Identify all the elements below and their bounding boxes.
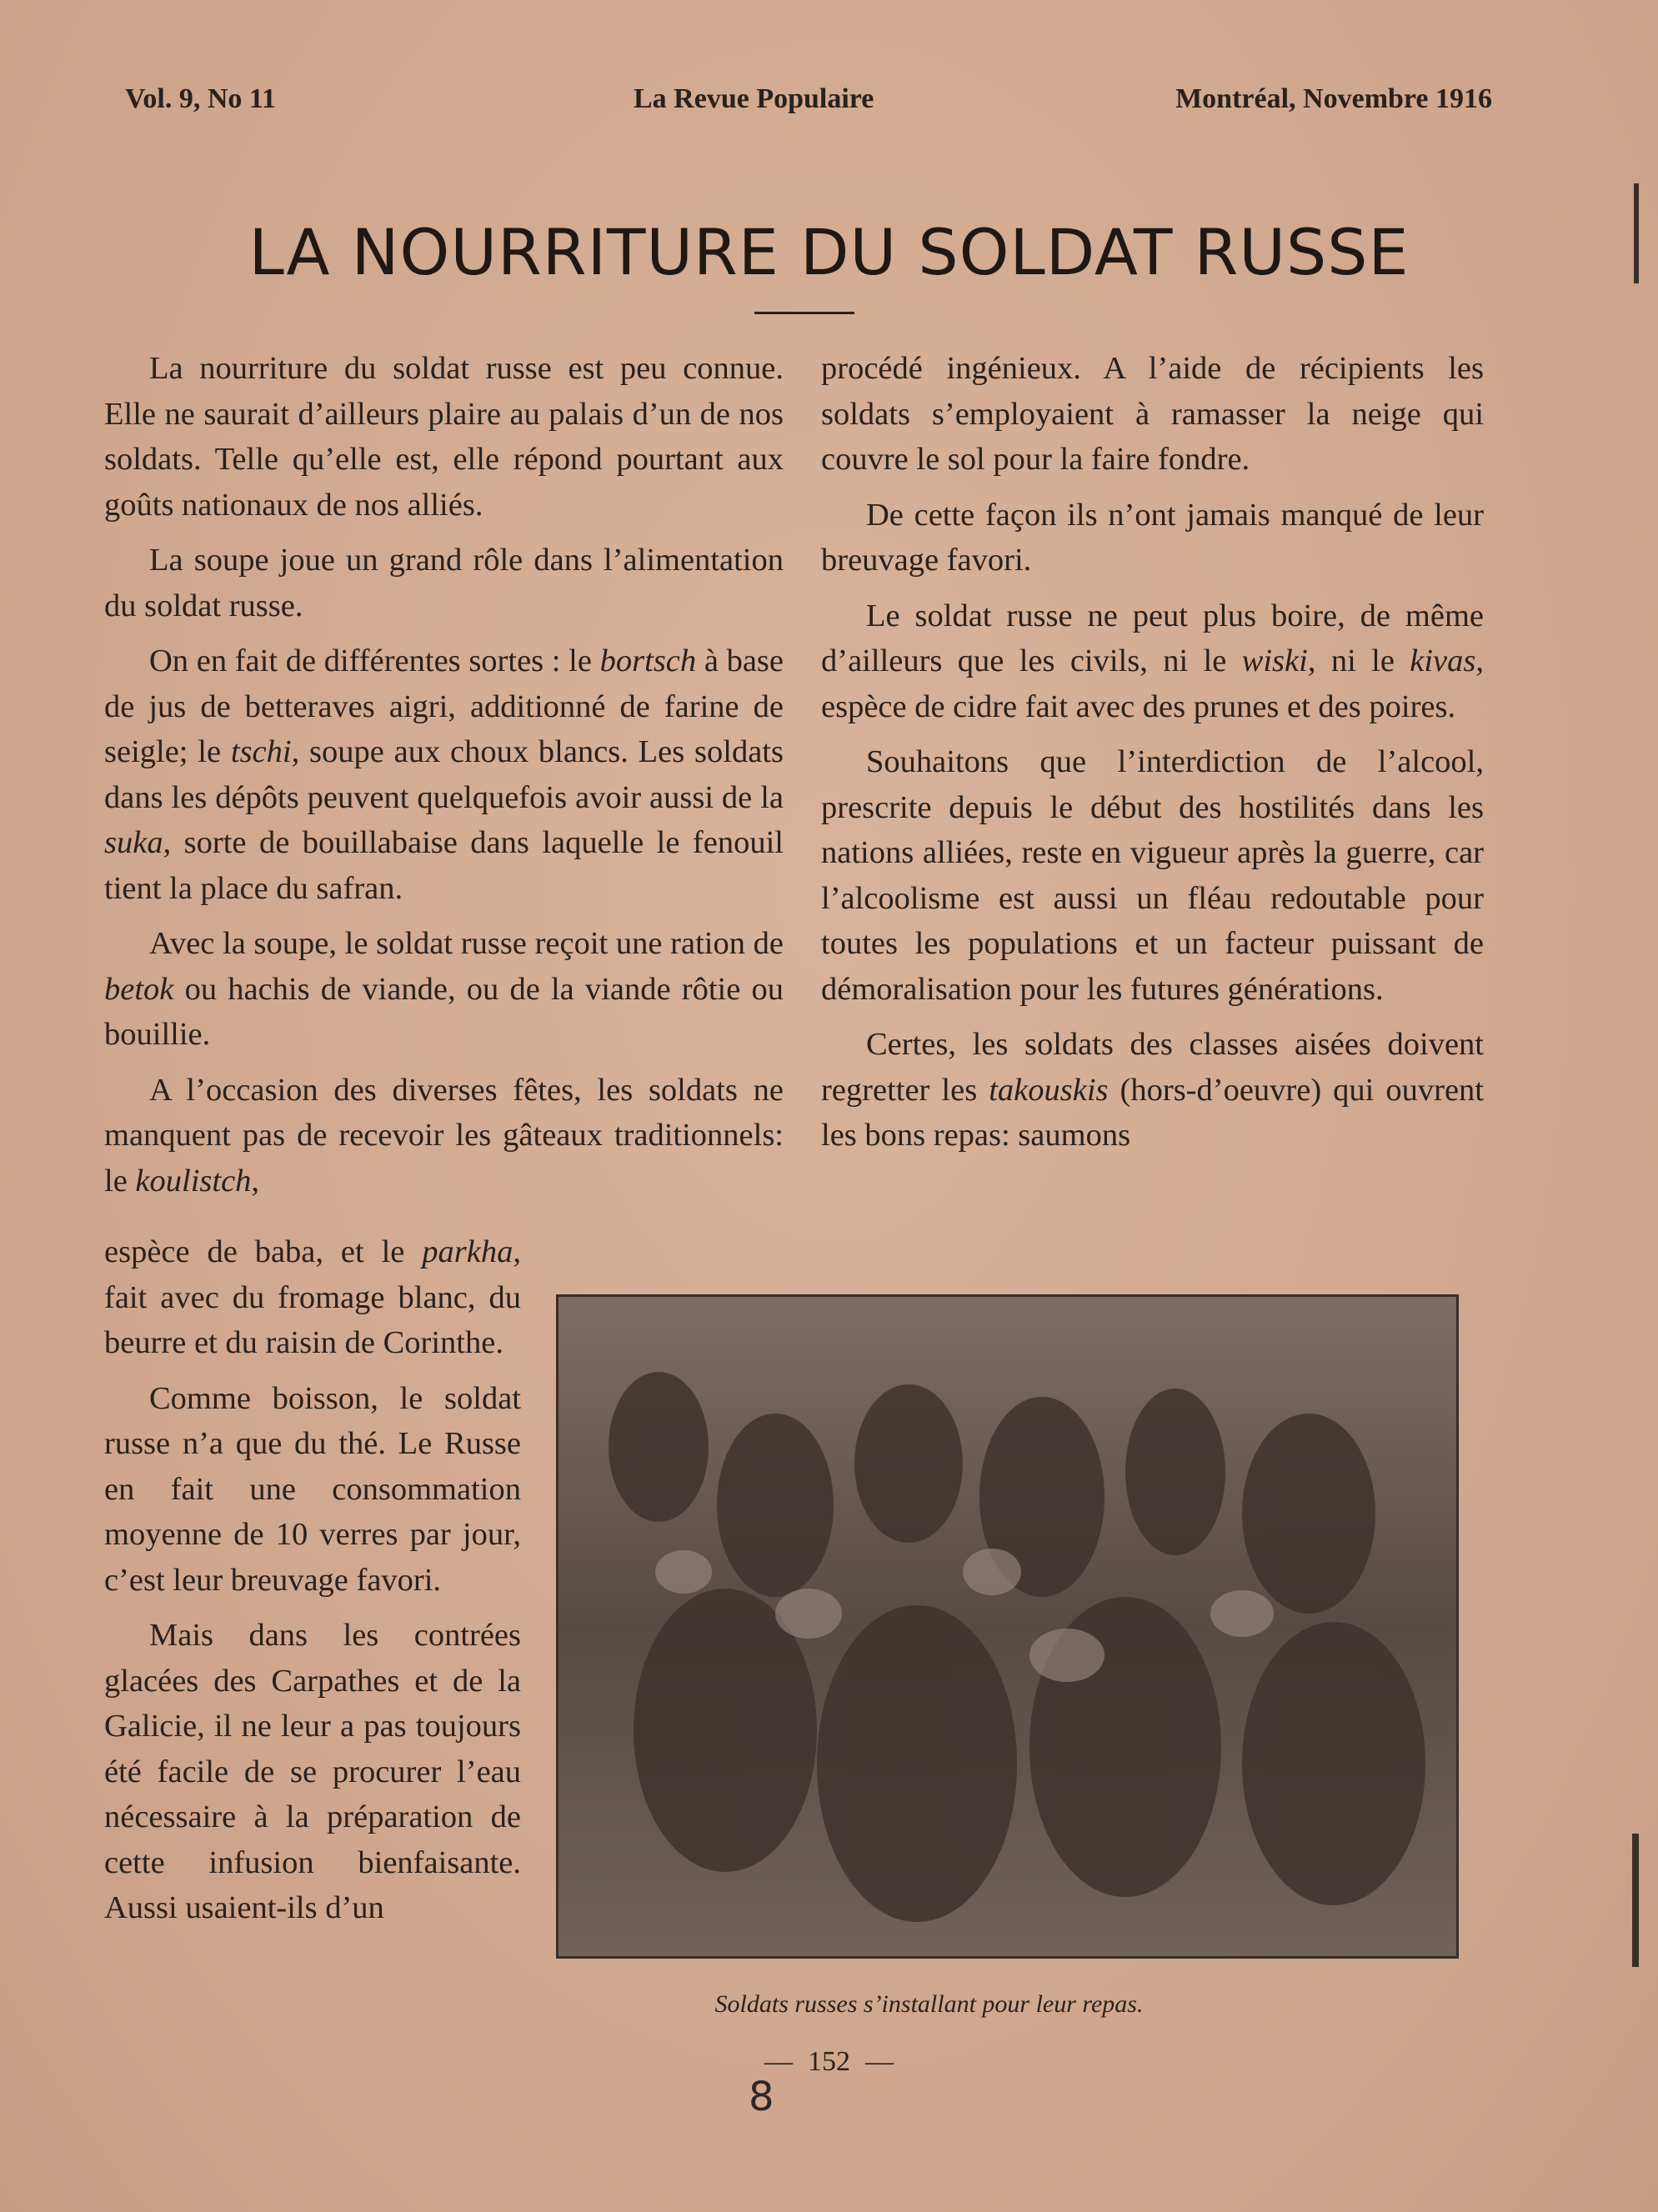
binding-mark: [1632, 1834, 1639, 1967]
handwritten-page-number: 8: [749, 2074, 774, 2120]
publication-name: La Revue Populaire: [634, 83, 874, 114]
paragraph: Avec la soupe, le soldat russe reçoit une ration de betok ou hachis de viande, ou de la viande rôtie ou bouillie.: [104, 926, 784, 1052]
paragraph: Souhaitons que l’interdiction de l’alcool, prescrite depuis le début des hostilités dans les nations alliées, reste en vigueur après la guerre, car l’alcoolisme est aussi un fléau redoutable pour toutes les populations et un facteur puissant de démoralisation pour les futures générations.: [821, 744, 1484, 1007]
paragraph: La soupe joue un grand rôle dans l’alimentation du soldat russe.: [104, 543, 784, 623]
paragraph: espèce de baba, et le parkha, fait avec du fromage blanc, du beurre et du raisin de Corinthe.: [104, 1234, 521, 1360]
place-and-date: Montréal, Novembre 1916: [1175, 83, 1492, 114]
paragraph: Certes, les soldats des classes aisées doivent regretter les takouskis (hors-d’oeuvre) qui ouvrent les bons repas: saumons: [821, 1027, 1485, 1153]
volume-number: Vol. 9, No 11: [125, 83, 277, 114]
paragraph: A l’occasion des diverses fêtes, les soldats ne manquent pas de recevoir les gâteaux traditionnels: le koulistch,: [104, 1072, 784, 1199]
paragraph: Comme boisson, le soldat russe n’a que du thé. Le Russe en fait une consommation moyenne de 10 verres par jour, c’est leur breuvage favori.: [104, 1380, 521, 1598]
paragraph: De cette façon ils n’ont jamais manqué de leur breuvage favori.: [821, 497, 1484, 578]
page-header: [125, 83, 1492, 133]
article-title: LA NOURRITURE DU SOLDAT RUSSE: [248, 215, 1410, 289]
soldiers-photo: [556, 1294, 1459, 1959]
right-column: [821, 346, 1484, 1169]
page-number: 152: [808, 2046, 850, 2077]
left-column-top: [104, 346, 784, 1214]
paragraph: Mais dans les contrées glacées des Carpathes et de la Galicie, il ne leur a pas toujours été facile de se procurer l’eau nécessaire à la préparation de cette infusion bienfaisante. Aussi usaient-ils d’un: [104, 1618, 521, 1925]
photo-halftone: [559, 1297, 1456, 1956]
photo-caption: Soldats russes s’installant pour leur repas.: [714, 1990, 1144, 2018]
left-column-bottom: [104, 1229, 521, 1941]
title-divider: [754, 312, 854, 314]
paragraph: Le soldat russe ne peut plus boire, de même d’ailleurs que les civils, ni le wiski, ni le kivas, espèce de cidre fait avec des prunes et des poires.: [821, 598, 1484, 724]
paragraph: La nourriture du soldat russe est peu connue. Elle ne saurait d’ailleurs plaire au palais d’un de nos soldats. Telle qu’elle est, elle répond pourtant aux goûts nationaux de nos alliés.: [104, 351, 784, 523]
binding-mark: [1634, 183, 1639, 283]
paragraph: On en fait de différentes sortes : le bortsch à base de jus de betteraves aigri, additionné de farine de seigle; le tschi, soupe aux choux blancs. Les soldats dans les dépôts peuvent quelquefois avoir aussi de la suka, sorte de bouillabaise dans laquelle le fenouil tient la place du safran.: [104, 643, 784, 906]
page-folio: — 152 —: [764, 2046, 894, 2077]
paragraph: procédé ingénieux. A l’aide de récipients les soldats s’employaient à ramasser la neige qui couvre le sol pour la faire fondre.: [821, 351, 1484, 477]
